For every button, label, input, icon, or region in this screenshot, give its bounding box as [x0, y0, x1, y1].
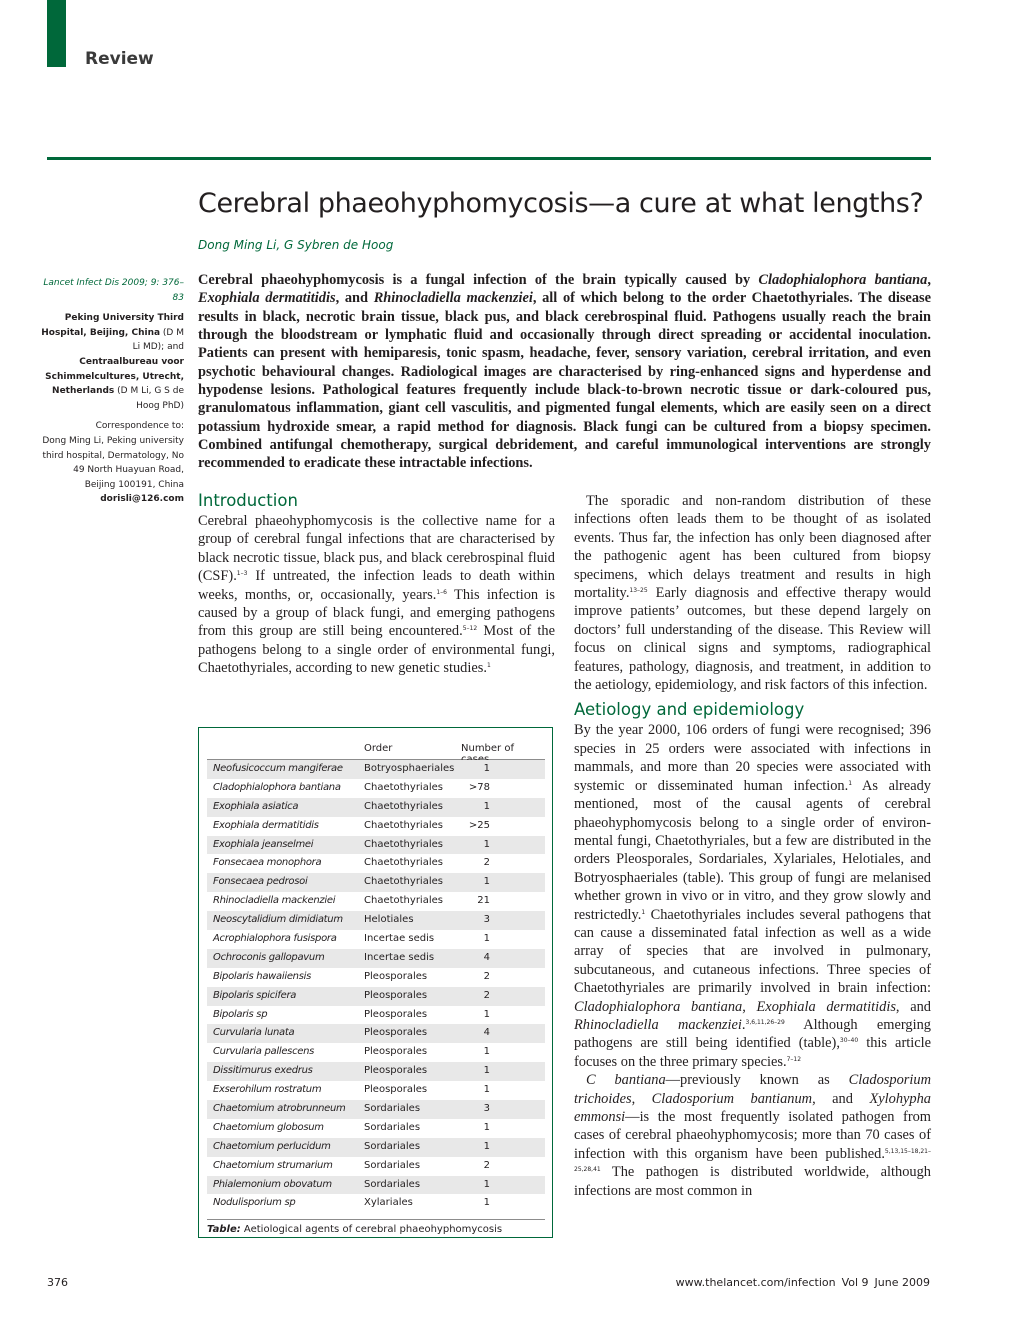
order-cell: Helotiales: [364, 914, 414, 926]
species-cell: Exophiala jeanselmei: [213, 838, 314, 850]
journal-citation: Lancet Infect Dis 2009; 9: 376–83: [43, 278, 184, 303]
table-row: [207, 1006, 545, 1025]
section-color-tab: [47, 0, 66, 67]
article-title: Cerebral phaeohyphomycosis—a cure at what lengths?: [198, 188, 924, 219]
author-list: Dong Ming Li, G Sybren de Hoog: [198, 238, 394, 252]
body-text: this article focuses on the three primary species.: [574, 1035, 932, 1070]
body-text: The sporadic and non-random distribution of these infections often leads them to be thought of as isolated events. Thus far, the infection has only been diagnosed after the pathogenic agent has been cultured from biopsy specimens, which delays treatment and results in high mortality.: [574, 493, 931, 602]
caption-text: Aetiological agents of cerebral phaeohyphomycosis: [240, 1224, 503, 1236]
table-row: [207, 1062, 545, 1081]
section-label: Review: [85, 49, 154, 69]
species-cell: Exophiala dermatitidis: [213, 819, 319, 831]
affiliation-1: [40, 311, 184, 355]
order-cell: Sordariales: [364, 1159, 421, 1171]
cases-cell: 1: [483, 1121, 490, 1133]
correspondence-address: Dong Ming Li, Peking university third hospital, Dermatology, No 49 North Huayuan Road, Beijing 100191, China: [42, 435, 184, 490]
species-name: Exophiala dermatitidis: [756, 998, 896, 1015]
cases-cell: 2: [483, 970, 490, 982]
order-cell: Incertae sedis: [364, 933, 435, 945]
order-cell: Chaetothyriales: [364, 857, 443, 869]
table-body: [207, 760, 545, 1213]
cases-cell: 4: [483, 951, 490, 963]
paragraph: [574, 492, 931, 694]
header-order: Order: [364, 743, 393, 754]
body-text: The pathogen is distributed worldwide, although infections are most common in: [574, 1164, 931, 1199]
order-cell: Sordariales: [364, 1103, 421, 1115]
species-name: Rhinocladiella mackenziei: [574, 1016, 742, 1033]
cases-cell: 1: [483, 1140, 490, 1152]
page-number: 376: [47, 1276, 68, 1289]
species-cell: Chaetomium globosum: [213, 1121, 324, 1133]
order-cell: Sordariales: [364, 1178, 421, 1190]
species-cell: Cladophialophora bantiana: [213, 781, 341, 793]
species-cell: Acrophialophora fusispora: [213, 933, 337, 945]
body-text: Chaetothyriales includes several pathogens that can cause a disseminated fatal infection as well as a wide array of species that are involved in pulmonary, subcutaneous, and cutaneous infections. Three species of Chaetothyriales are primarily involved in brain infection:: [574, 906, 931, 997]
species-name: C bantiana: [586, 1072, 666, 1089]
body-text: —previously known as: [665, 1072, 849, 1089]
cases-cell: 2: [483, 1159, 490, 1171]
header-cases: Number of: [461, 743, 514, 754]
table-row: [207, 779, 545, 798]
body-text: Early diagnosis and effective therapy would improve patients’ outcomes, but these depend largely on doctors’ full understanding of the disease. This Review will focus on clinical signs and symptoms, radiographical features, pathology, diagnosis, and treatment, in addition to the aetiology, epidemiology, and risk factors of this infection.: [574, 585, 931, 694]
affiliation-2-name: Centraalbureau voor Schimmelcultures, Utrecht, Netherlands: [45, 356, 184, 397]
body-text: Cerebral phaeohyphomycosis is the collective name for a group of cerebral fungal infections that are characterised by black necrotic tissue, black pus, and black cerebrospinal fluid (CSF).: [198, 513, 555, 585]
cases-cell: 3: [483, 1103, 490, 1115]
order-cell: Pleosporales: [364, 1084, 428, 1096]
caption-label: Table:: [207, 1224, 241, 1236]
species-cell: Ochroconis gallopavum: [213, 951, 325, 963]
cases-cell: 1: [483, 1178, 490, 1190]
table-row: [207, 1100, 545, 1119]
header-rule: [47, 157, 931, 160]
order-cell: Chaetothyriales: [364, 838, 443, 850]
cases-cell: 3: [483, 914, 490, 926]
table-header: [207, 734, 545, 760]
order-cell: Pleosporales: [364, 970, 428, 982]
affiliation-2-ids: (D M Li, G S de Hoog PhD): [117, 386, 184, 411]
order-cell: Chaetothyriales: [364, 800, 443, 812]
reference-marker: 7–12: [786, 1055, 802, 1063]
table-row: [207, 1119, 545, 1138]
body-text: , and: [895, 998, 931, 1015]
abstract-text: , all of which belong to the order Chaetothyriales. The disease results in black, necrotic brain tissue, black pus, and black cerebrospinal fluid. Pathogens usually reach the brain through the bloodstream or lymphatic fluid and occasionally through direct spreading or accidental inoculation. Patients can present with hemiparesis, tonic spasm, headache, fever, sensory variation, cerebral irritation, and even psychotic behavioural changes. Radiological images are characterised by ring-enhanced signs and hyperdense and hypodense lesions. Pathological features frequently include black-to-brown necrotic tissue or dark-coloured pus, granulomatous inflammation, giant cell vasculitis, and pigmented fungal elements, which are easily seen on a direct potassium hydroxide smear, a rapid method for diagnosis. Black fungi can be cultured from a biopsy specimen. Combined antifungal chemotherapy, surgical debridement, and careful immunological interventions are strongly recommended to eradicate these intractable infections.: [198, 290, 931, 472]
body-text: ,: [742, 998, 757, 1015]
order-cell: Chaetothyriales: [364, 895, 443, 907]
table-row: [207, 1176, 545, 1195]
reference-marker: 5–12: [462, 625, 478, 633]
species-cell: Bipolaris hawaiiensis: [213, 970, 312, 982]
order-cell: Sordariales: [364, 1140, 421, 1152]
cases-cell: 1: [483, 1046, 490, 1058]
table-row: [207, 911, 545, 930]
body-text: Most of the pathogens belong to a single order of environmental fungi, Chaetothyriales, according to new genetic studies.: [198, 623, 555, 677]
species-name: Cladophialophora bantiana: [574, 998, 743, 1015]
body-text: ,: [631, 1090, 652, 1107]
species-cell: Bipolaris sp: [213, 1008, 268, 1020]
order-cell: Xylariales: [364, 1197, 413, 1209]
table-row: [207, 1194, 545, 1213]
cases-cell: 1: [483, 1008, 490, 1020]
table-row: [207, 798, 545, 817]
table-row: [207, 892, 545, 911]
table-row: [207, 817, 545, 836]
reference-marker: 5,13,15–18,21–25,28,41: [574, 1147, 931, 1174]
affiliation-1-ids: (D M Li MD): [132, 327, 184, 353]
reference-marker: 13–25: [629, 587, 648, 595]
body-text: .: [741, 1016, 746, 1033]
species-cell: Bipolaris spicifera: [213, 989, 297, 1001]
body-text: As already mentioned, most of the causal agents of cerebral phaeohyphomycosis belong to a single order of environmental fungi, Chaetothyriales, but a few are distributed in the orders Pleosporales, Sordariales, Xylariales, Helotiales, and Botryosphaeriales (table). This group of fungi are melanised whether grown in vivo or in vitro, and they grow slowly and restrictedly.: [574, 777, 931, 923]
species-name: Cladosporium bantianum: [651, 1090, 813, 1107]
species-name: Cladosporium trichoides: [574, 1072, 931, 1107]
paragraph: [574, 1071, 931, 1200]
order-cell: Incertae sedis: [364, 951, 435, 963]
order-cell: Pleosporales: [364, 1008, 428, 1020]
table-row: [207, 1024, 545, 1043]
cases-cell: 1: [483, 838, 490, 850]
right-column: [574, 492, 931, 1200]
reference-marker: 1: [848, 779, 853, 787]
cases-cell: >78: [468, 781, 490, 793]
abstract: [198, 271, 931, 473]
body-text: , and: [812, 1090, 870, 1107]
species-cell: Curvularia lunata: [213, 1027, 295, 1039]
species-name: Cladophialophora bantiana: [758, 272, 928, 288]
reference-marker: 1: [486, 662, 491, 670]
order-cell: Pleosporales: [364, 1027, 428, 1039]
table-row: [207, 1081, 545, 1100]
species-cell: Exophiala asiatica: [213, 800, 299, 812]
affiliation-2: [40, 355, 184, 413]
table-row: [207, 1043, 545, 1062]
table-row: [207, 968, 545, 987]
journal-url[interactable]: www.thelancet.com/infection: [675, 1276, 836, 1289]
order-cell: Pleosporales: [364, 1046, 428, 1058]
species-cell: Chaetomium strumarium: [213, 1159, 333, 1171]
cases-cell: 1: [483, 763, 490, 774]
species-cell: Neofusicoccum mangiferae: [213, 763, 343, 774]
correspondence-email[interactable]: dorisli@126.com: [100, 494, 184, 505]
body-text: Although emerging pathogens are still being identified (table),: [574, 1016, 931, 1052]
cases-cell: 1: [483, 876, 490, 888]
abstract-text: , and: [335, 290, 374, 307]
species-cell: Curvularia pallescens: [213, 1046, 315, 1058]
aetiology-heading: Aetiology and epidemiology: [574, 700, 805, 720]
affiliation-1-name: Peking University Third Hospital, Beijing, China: [41, 313, 184, 338]
reference-marker: 1–3: [236, 570, 248, 578]
table-row: [207, 987, 545, 1006]
table-row: [207, 873, 545, 892]
order-cell: Pleosporales: [364, 989, 428, 1001]
species-cell: Dissitimurus exedrus: [213, 1065, 313, 1077]
species-cell: Exserohilum rostratum: [213, 1084, 322, 1096]
reference-marker: 30–40: [839, 1037, 859, 1045]
cases-cell: 1: [483, 1084, 490, 1096]
cases-cell: 4: [483, 1027, 490, 1039]
table-row: [207, 836, 545, 855]
order-cell: Chaetothyriales: [364, 819, 443, 831]
cases-cell: 1: [483, 933, 490, 945]
correspondence-label: Correspondence to:: [95, 421, 184, 432]
table-row: [207, 930, 545, 949]
species-cell: Rhinocladiella mackenziei: [213, 895, 336, 907]
order-cell: Chaetothyriales: [364, 876, 443, 888]
cases-cell: 1: [483, 1065, 490, 1077]
issue-date: June 2009: [874, 1276, 930, 1289]
species-cell: Chaetomium perlucidum: [213, 1140, 331, 1152]
table-footer-rule: [207, 1219, 545, 1220]
species-cell: Fonsecaea pedrosoi: [213, 876, 308, 888]
species-cell: Fonsecaea monophora: [213, 857, 322, 869]
body-text: If untreated, the infection leads to death within weeks, months, or, occasionally, years.: [198, 568, 555, 603]
left-column: [198, 491, 555, 678]
footer-info: [670, 1276, 930, 1289]
body-text: This infection is caused by a group of black fungi, and emerging pathogens from this group are still being encountered.: [198, 586, 555, 640]
table-row: [207, 1157, 545, 1176]
cases-cell: 1: [483, 800, 490, 812]
cases-cell: 2: [483, 989, 490, 1001]
body-text: —is the most frequently isolated pathogen from cases of cerebral phaeohyphomycosis; more than 70 cases of infection with this organism have been published.: [574, 1109, 931, 1162]
order-cell: Botryosphaeriales: [364, 763, 455, 774]
species-name: Exophiala dermatitidis: [198, 290, 336, 307]
table-caption: [207, 1224, 545, 1235]
affiliation-joiner: ; and: [161, 342, 184, 353]
order-cell: Chaetothyriales: [364, 781, 443, 793]
cases-cell: 1: [483, 1197, 490, 1209]
body-text: By the year 2000, 106 orders of fungi were recognised; 396 species in 25 orders were associated with infections in mammals, and more than 20 species were associated with systemic or disseminated human infection.: [574, 722, 931, 794]
reference-marker: 1–6: [436, 588, 447, 596]
volume: Vol 9: [841, 1276, 869, 1289]
introduction-heading: Introduction: [198, 491, 298, 510]
reference-marker: 1: [641, 908, 646, 916]
order-cell: Pleosporales: [364, 1065, 428, 1077]
species-name: Rhinocladiella mackenziei: [373, 290, 533, 307]
species-cell: Nodulisporium sp: [213, 1197, 296, 1209]
cases-cell: 2: [483, 857, 490, 869]
species-cell: Neoscytalidium dimidiatum: [213, 914, 343, 926]
abstract-text: Cerebral phaeohyphomycosis is a fungal infection of the brain typically caused by: [198, 272, 759, 288]
species-cell: Chaetomium atrobrunneum: [213, 1103, 346, 1115]
table-row: [207, 949, 545, 968]
table-row: [207, 760, 545, 779]
margin-notes: [40, 276, 184, 507]
table-row: [207, 854, 545, 873]
aetiology-table: [198, 727, 553, 1238]
species-cell: Phialemonium obovatum: [213, 1178, 332, 1190]
table-row: [207, 1138, 545, 1157]
introduction-paragraph: [198, 512, 555, 678]
cases-cell: 21: [477, 895, 490, 907]
paragraph: [574, 721, 931, 1071]
reference-marker: 3,6,11,26–29: [745, 1018, 785, 1026]
species-name: Xylohypha emmonsi: [574, 1090, 931, 1125]
order-cell: Sordariales: [364, 1121, 421, 1133]
cases-cell: >25: [468, 819, 490, 831]
abstract-text: ,: [927, 272, 931, 288]
